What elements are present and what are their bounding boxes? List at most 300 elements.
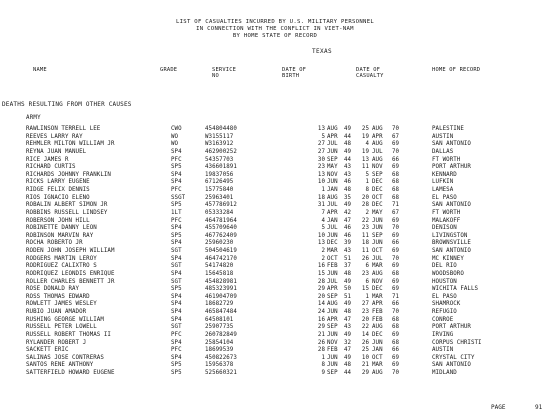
home-of-record-cell: IRVING — [432, 331, 454, 338]
name-cell: RICHARD CURTIS — [26, 164, 76, 171]
col-header-home: HOME OF RECORD — [432, 67, 481, 73]
table-row — [0, 301, 550, 309]
casualty-year-cell: 66 — [392, 347, 400, 354]
casualty-month-cell: JAN — [372, 347, 383, 354]
birth-month-cell: APR — [327, 286, 338, 293]
grade-cell: SP5 — [171, 232, 182, 239]
birth-month-cell: MAR — [327, 248, 338, 254]
name-cell: RODRIGUEZ CALIXTRO S — [26, 263, 97, 270]
name-cell: REEVES LARRY RAY — [26, 133, 83, 140]
name-cell: ROSS THOMAS EDWARD — [26, 293, 90, 300]
casualty-month-cell: AUG — [372, 270, 383, 277]
casualty-month-cell: OCT — [372, 354, 383, 361]
service-no-cell: 454804480 — [205, 126, 237, 132]
birth-month-cell: OCT — [327, 255, 338, 262]
birth-year-cell: 44 — [344, 156, 352, 163]
grade-cell: PFC — [171, 217, 182, 224]
birth-year-cell: 49 — [344, 354, 352, 361]
casualty-year-cell: 68 — [392, 339, 400, 346]
table-row — [0, 141, 550, 149]
home-of-record-cell: CRYSTAL CITY — [432, 354, 475, 361]
service-no-cell: 454828981 — [205, 278, 237, 285]
grade-cell: SGT — [171, 278, 182, 285]
col-header-service-1: SERVICE — [212, 67, 237, 73]
service-no-cell: W3163912 — [205, 141, 234, 148]
casualty-day-cell: 22 — [361, 217, 369, 224]
birth-month-cell: JUL — [327, 278, 338, 285]
birth-month-cell: AUG — [327, 194, 338, 201]
casualty-year-cell: 69 — [392, 362, 400, 369]
birth-month-cell: DEC — [327, 240, 338, 247]
birth-month-cell: AUG — [327, 301, 338, 308]
birth-day-cell: 26 — [317, 339, 325, 346]
grade-cell: SGT — [171, 324, 182, 331]
birth-month-cell: JUN — [327, 362, 338, 369]
name-cell: ROWLETT JAMES WESLEY — [26, 301, 97, 308]
name-cell: SATTERFIELD HOWARD EUGENE — [26, 370, 115, 376]
table-row — [0, 157, 550, 165]
name-cell: REYNA JUAN MANUEL — [26, 148, 87, 155]
home-of-record-cell: DALLAS — [432, 148, 454, 155]
casualty-day-cell: 1 — [365, 179, 369, 186]
casualty-month-cell: APR — [372, 301, 383, 308]
table-row — [0, 202, 550, 210]
casualty-month-cell: AUG — [372, 370, 383, 376]
table-row — [0, 218, 550, 226]
casualty-month-cell: JUN — [372, 217, 383, 224]
service-no-cell: 504504619 — [205, 248, 237, 254]
col-header-grade: GRADE — [160, 67, 178, 73]
grade-cell: WO — [171, 133, 179, 140]
name-cell: RAWLINSON TERRELL LEE — [26, 126, 101, 132]
birth-day-cell: 21 — [317, 331, 325, 338]
birth-day-cell: 7 — [321, 209, 325, 216]
service-no-cell: 455709640 — [205, 225, 237, 232]
casualty-year-cell: 70 — [392, 148, 400, 155]
birth-year-cell: 37 — [344, 263, 352, 270]
birth-day-cell: 10 — [317, 179, 325, 186]
grade-cell: WO — [171, 141, 179, 148]
birth-year-cell: 48 — [344, 362, 352, 369]
birth-month-cell: JUL — [327, 202, 338, 209]
casualty-day-cell: 15 — [361, 286, 369, 293]
name-cell: SALINAS JOSE CONTRERAS — [26, 354, 104, 361]
casualty-day-cell: 26 — [361, 339, 369, 346]
birth-year-cell: 49 — [344, 202, 352, 209]
service-no-cell: 54174820 — [205, 263, 234, 270]
birth-month-cell: FEB — [327, 263, 338, 270]
casualty-month-cell: MAR — [372, 263, 383, 270]
casualty-month-cell: AUG — [372, 156, 383, 163]
birth-year-cell: 46 — [344, 232, 352, 239]
table-row — [0, 332, 550, 340]
name-cell: ROBBINS RUSSELL LINDSEY — [26, 209, 108, 216]
table-row — [0, 324, 550, 332]
casualty-day-cell: 26 — [361, 255, 369, 262]
birth-day-cell: 16 — [317, 263, 325, 270]
birth-month-cell: JUN — [327, 354, 338, 361]
name-cell: RYLANDER ROBERT J — [26, 339, 87, 346]
service-no-cell: 457786912 — [205, 202, 237, 209]
casualty-day-cell: 25 — [361, 126, 369, 132]
birth-month-cell: JUN — [327, 232, 338, 239]
birth-month-cell: SEP — [327, 370, 338, 376]
birth-year-cell: 48 — [344, 141, 352, 148]
service-no-cell: 18682729 — [205, 301, 234, 308]
service-no-cell: 525660321 — [205, 370, 237, 376]
grade-cell: SP4 — [171, 339, 182, 346]
casualty-year-cell: 68 — [392, 171, 400, 178]
home-of-record-cell: BROWNSVILLE — [432, 240, 471, 247]
casualty-day-cell: 2 — [365, 209, 369, 216]
home-of-record-cell: LUFKIN — [432, 179, 454, 186]
casualty-month-cell: AUG — [372, 324, 383, 331]
birth-day-cell: 4 — [321, 217, 325, 224]
birth-year-cell: 47 — [344, 316, 352, 323]
table-row — [0, 164, 550, 172]
home-of-record-cell: LAMESA — [432, 187, 454, 193]
name-cell: ROBINETTE DANNY LEON — [26, 225, 97, 232]
grade-cell: SP5 — [171, 362, 182, 369]
casualty-month-cell: DEC — [372, 286, 383, 293]
casualty-year-cell: 69 — [392, 278, 400, 285]
home-of-record-cell: MC KINNEY — [432, 255, 464, 262]
birth-year-cell: 48 — [344, 270, 352, 277]
casualty-year-cell: 68 — [392, 179, 400, 186]
grade-cell: CWO — [171, 126, 182, 132]
birth-day-cell: 1 — [321, 187, 325, 193]
grade-cell: PFC — [171, 156, 182, 163]
table-row — [0, 370, 550, 378]
grade-cell: SP4 — [171, 255, 182, 262]
branch-label: ARMY — [26, 115, 41, 121]
birth-year-cell: 43 — [344, 248, 352, 254]
casualty-month-cell: SEP — [372, 232, 383, 239]
birth-day-cell: 27 — [317, 141, 325, 148]
casualty-day-cell: 21 — [361, 362, 369, 369]
home-of-record-cell: MALAKOFF — [432, 217, 461, 224]
birth-year-cell: 48 — [344, 309, 352, 315]
home-of-record-cell: CORPUS CHRISTI — [432, 339, 482, 346]
col-header-name: NAME — [33, 67, 47, 73]
birth-month-cell: JUN — [327, 179, 338, 186]
casualty-list — [0, 126, 550, 378]
casualty-month-cell: NOV — [372, 278, 383, 285]
casualty-day-cell: 20 — [361, 194, 369, 201]
birth-year-cell: 42 — [344, 209, 352, 216]
casualty-day-cell: 11 — [361, 248, 369, 254]
name-cell: RICE JAMES R — [26, 156, 69, 163]
casualty-day-cell: 19 — [361, 148, 369, 155]
birth-year-cell: 49 — [344, 331, 352, 338]
birth-day-cell: 13 — [317, 126, 325, 132]
birth-month-cell: FEB — [327, 347, 338, 354]
casualty-month-cell: AUG — [372, 141, 383, 148]
casualty-year-cell: 68 — [392, 270, 400, 277]
service-no-cell: 15645818 — [205, 270, 234, 277]
birth-year-cell: 51 — [344, 255, 352, 262]
birth-day-cell: 18 — [317, 194, 325, 201]
grade-cell: SP4 — [171, 293, 182, 300]
casualty-year-cell: 70 — [392, 370, 400, 376]
casualty-month-cell: MAR — [372, 362, 383, 369]
casualty-month-cell: OCT — [372, 248, 383, 254]
home-of-record-cell: KENNARD — [432, 171, 457, 178]
col-header-casualty-2: CASUALTY — [356, 73, 384, 79]
casualty-month-cell: SEP — [372, 171, 383, 178]
casualty-day-cell: 10 — [361, 354, 369, 361]
casualty-day-cell: 23 — [361, 225, 369, 232]
grade-cell: SP4 — [171, 301, 182, 308]
grade-cell: SP4 — [171, 225, 182, 232]
birth-year-cell: 49 — [344, 278, 352, 285]
birth-month-cell: JUL — [327, 141, 338, 148]
table-row — [0, 179, 550, 187]
birth-year-cell: 48 — [344, 187, 352, 193]
casualty-year-cell: 69 — [392, 263, 400, 270]
table-row — [0, 263, 550, 271]
birth-month-cell: JUN — [327, 309, 338, 315]
casualty-day-cell: 6 — [365, 263, 369, 270]
service-no-cell: 15956378 — [205, 362, 234, 369]
birth-day-cell: 23 — [317, 164, 325, 171]
birth-month-cell: SEP — [327, 293, 338, 300]
casualty-day-cell: 4 — [365, 141, 369, 148]
section-title: DEATHS RESULTING FROM OTHER CAUSES — [2, 101, 132, 108]
birth-day-cell: 24 — [317, 309, 325, 315]
birth-year-cell: 44 — [344, 133, 352, 140]
col-header-casualty-1: DATE OF — [356, 67, 381, 73]
casualty-day-cell: 25 — [361, 347, 369, 354]
service-no-cell: W3155117 — [205, 133, 234, 140]
home-of-record-cell: SAN ANTONIO — [432, 202, 471, 209]
name-cell: REHMLER MILTON WILLIAM JR — [26, 141, 115, 148]
birth-month-cell: APR — [327, 133, 338, 140]
home-of-record-cell: PALESTINE — [432, 126, 464, 132]
casualty-month-cell: DEC — [372, 187, 383, 193]
grade-cell: SSGT — [171, 194, 186, 201]
casualty-year-cell: 69 — [392, 248, 400, 254]
casualty-day-cell: 27 — [361, 301, 369, 308]
casualty-year-cell: 67 — [392, 209, 400, 216]
casualty-month-cell: JUL — [372, 148, 383, 155]
home-of-record-cell: EL PASO — [432, 194, 457, 201]
table-row — [0, 187, 550, 195]
casualty-day-cell: 23 — [361, 309, 369, 315]
grade-cell: SP5 — [171, 164, 182, 171]
grade-cell: SP4 — [171, 148, 182, 155]
birth-year-cell: 50 — [344, 286, 352, 293]
report-title-line-3: BY HOME STATE OF RECORD — [232, 33, 318, 39]
casualty-year-cell: 66 — [392, 240, 400, 247]
name-cell: RODGERS MARTIN LEROY — [26, 255, 97, 262]
birth-day-cell: 2 — [321, 248, 325, 254]
home-of-record-cell: LIVINGSTON — [432, 232, 468, 239]
birth-month-cell: APR — [327, 209, 338, 216]
name-cell: RODEN JOHN JOSEPH WILLIAM — [26, 248, 115, 254]
grade-cell: SP5 — [171, 286, 182, 293]
col-header-birth-1: DATE OF — [282, 67, 307, 73]
casualty-month-cell: OCT — [372, 194, 383, 201]
service-no-cell: 485323991 — [205, 286, 237, 293]
table-row — [0, 172, 550, 180]
table-row — [0, 279, 550, 287]
birth-day-cell: 5 — [321, 225, 325, 232]
page-label: PAGE — [491, 404, 506, 411]
service-no-cell: 15775840 — [205, 187, 234, 193]
service-no-cell: 462900252 — [205, 148, 237, 155]
casualty-year-cell: 69 — [392, 164, 400, 171]
casualty-month-cell: MAY — [372, 209, 383, 216]
casualty-month-cell: JUL — [372, 255, 383, 262]
birth-year-cell: 35 — [344, 194, 352, 201]
name-cell: RUSSELL PETER LOWELL — [26, 324, 97, 331]
birth-day-cell: 31 — [317, 202, 325, 209]
casualty-year-cell: 69 — [392, 354, 400, 361]
home-of-record-cell: WOODSBORO — [432, 270, 464, 277]
table-row — [0, 195, 550, 203]
casualty-year-cell: 71 — [392, 293, 400, 300]
casualty-month-cell: APR — [372, 133, 383, 140]
col-header-service-2: NO — [212, 73, 219, 79]
casualty-day-cell: 28 — [361, 202, 369, 209]
birth-year-cell: 43 — [344, 324, 352, 331]
home-of-record-cell: AUSTIN — [432, 133, 454, 140]
birth-day-cell: 15 — [317, 270, 325, 277]
birth-day-cell: 16 — [317, 316, 325, 323]
birth-month-cell: JAN — [327, 187, 338, 193]
casualty-day-cell: 20 — [361, 316, 369, 323]
home-of-record-cell: EL PASO — [432, 293, 457, 300]
service-no-cell: 54357703 — [205, 156, 234, 163]
casualty-month-cell: FEB — [372, 309, 383, 315]
state-name: TEXAS — [312, 48, 333, 55]
birth-day-cell: 9 — [321, 370, 325, 376]
grade-cell: SP4 — [171, 171, 182, 178]
casualty-day-cell: 19 — [361, 133, 369, 140]
casualty-day-cell: 11 — [361, 164, 369, 171]
name-cell: RIDGE FELIX DENNIS — [26, 187, 90, 193]
casualty-year-cell: 69 — [392, 217, 400, 224]
grade-cell: SP4 — [171, 270, 182, 277]
home-of-record-cell: HOUSTON — [432, 278, 457, 285]
home-of-record-cell: CONROE — [432, 316, 454, 323]
service-no-cell: 25963401 — [205, 194, 234, 201]
table-row — [0, 340, 550, 348]
grade-cell: SP5 — [171, 370, 182, 376]
casualty-month-cell: DEC — [372, 202, 383, 209]
casualty-day-cell: 11 — [361, 232, 369, 239]
grade-cell: PFC — [171, 187, 182, 193]
col-header-birth-2: BIRTH — [282, 73, 300, 79]
grade-cell: SGT — [171, 248, 182, 254]
home-of-record-cell: FT WORTH — [432, 209, 461, 216]
name-cell: ROCHA ROBERTO JR — [26, 240, 83, 247]
birth-year-cell: 49 — [344, 148, 352, 155]
home-of-record-cell: DEL RIO — [432, 263, 457, 270]
casualty-year-cell: 71 — [392, 202, 400, 209]
home-of-record-cell: PORT ARTHUR — [432, 324, 471, 331]
casualty-month-cell: DEC — [372, 331, 383, 338]
birth-month-cell: APR — [327, 316, 338, 323]
name-cell: ROLLER CHARLES BENNETT JR — [26, 278, 115, 285]
grade-cell: SP4 — [171, 179, 182, 186]
birth-month-cell: JUN — [327, 148, 338, 155]
table-row — [0, 362, 550, 370]
service-no-cell: 25907735 — [205, 324, 234, 331]
casualty-day-cell: 1 — [365, 293, 369, 300]
birth-day-cell: 29 — [317, 286, 325, 293]
birth-day-cell: 10 — [317, 232, 325, 239]
name-cell: RODRIQUEZ LEONDIS ENRIQUE — [26, 270, 115, 277]
casualty-day-cell: 5 — [365, 171, 369, 178]
table-row — [0, 271, 550, 279]
birth-day-cell: 14 — [317, 301, 325, 308]
service-no-cell: 25854104 — [205, 339, 234, 346]
casualty-month-cell: MAR — [372, 293, 383, 300]
name-cell: RIOS IGNACIO ELENO — [26, 194, 90, 201]
birth-day-cell: 28 — [317, 278, 325, 285]
birth-day-cell: 1 — [321, 354, 325, 361]
grade-cell: SP5 — [171, 202, 182, 209]
report-title-line-2: IN CONNECTION WITH THE CONFLICT IN VIET-NAM — [196, 26, 354, 32]
birth-month-cell: SEP — [327, 156, 338, 163]
table-row — [0, 126, 550, 134]
table-row — [0, 225, 550, 233]
table-row — [0, 294, 550, 302]
casualty-year-cell: 69 — [392, 331, 400, 338]
name-cell: ROBINSON MARVIN RAY — [26, 232, 94, 239]
report-title-line-1: LIST OF CASUALTIES INCURRED BY U.S. MILITARY PERSONNEL — [175, 19, 375, 25]
service-no-cell: 67126495 — [205, 179, 234, 186]
name-cell: SANTOS RENE ANTHONY — [26, 362, 94, 369]
table-row — [0, 240, 550, 248]
birth-month-cell: NOV — [327, 339, 338, 346]
casualty-year-cell: 70 — [392, 126, 400, 132]
birth-day-cell: 28 — [317, 347, 325, 354]
casualty-year-cell: 69 — [392, 141, 400, 148]
birth-day-cell: 13 — [317, 171, 325, 178]
name-cell: RUBIO JUAN AMADOR — [26, 309, 87, 315]
grade-cell: SP4 — [171, 309, 182, 315]
service-no-cell: 467762409 — [205, 232, 237, 239]
service-no-cell: 18699539 — [205, 347, 234, 354]
birth-day-cell: 8 — [321, 362, 325, 369]
home-of-record-cell: WICHITA FALLS — [432, 286, 479, 293]
casualty-month-cell: JUN — [372, 339, 383, 346]
casualty-day-cell: 14 — [361, 331, 369, 338]
home-of-record-cell: PORT ARTHUR — [432, 164, 471, 171]
birth-day-cell: 13 — [317, 240, 325, 247]
grade-cell: SP4 — [171, 316, 182, 323]
birth-year-cell: 47 — [344, 217, 352, 224]
birth-year-cell: 47 — [344, 347, 352, 354]
home-of-record-cell: MIDLAND — [432, 370, 457, 376]
birth-month-cell: JUL — [327, 225, 338, 232]
name-cell: RICHARDS JOHNNY FRANKLIN — [26, 171, 111, 178]
casualty-day-cell: 18 — [361, 240, 369, 247]
name-cell: RUSHING GEORGE WILLIAM — [26, 316, 104, 323]
birth-month-cell: MAY — [327, 164, 338, 171]
name-cell: ROBALIN ALBERT SIMON JR — [26, 202, 108, 209]
grade-cell: PFC — [171, 331, 182, 338]
service-no-cell: 461904709 — [205, 293, 237, 300]
service-no-cell: 25960230 — [205, 240, 234, 247]
casualty-year-cell: 68 — [392, 194, 400, 201]
service-no-cell: 465847484 — [205, 309, 237, 315]
casualty-day-cell: 23 — [361, 270, 369, 277]
casualty-year-cell: 66 — [392, 156, 400, 163]
